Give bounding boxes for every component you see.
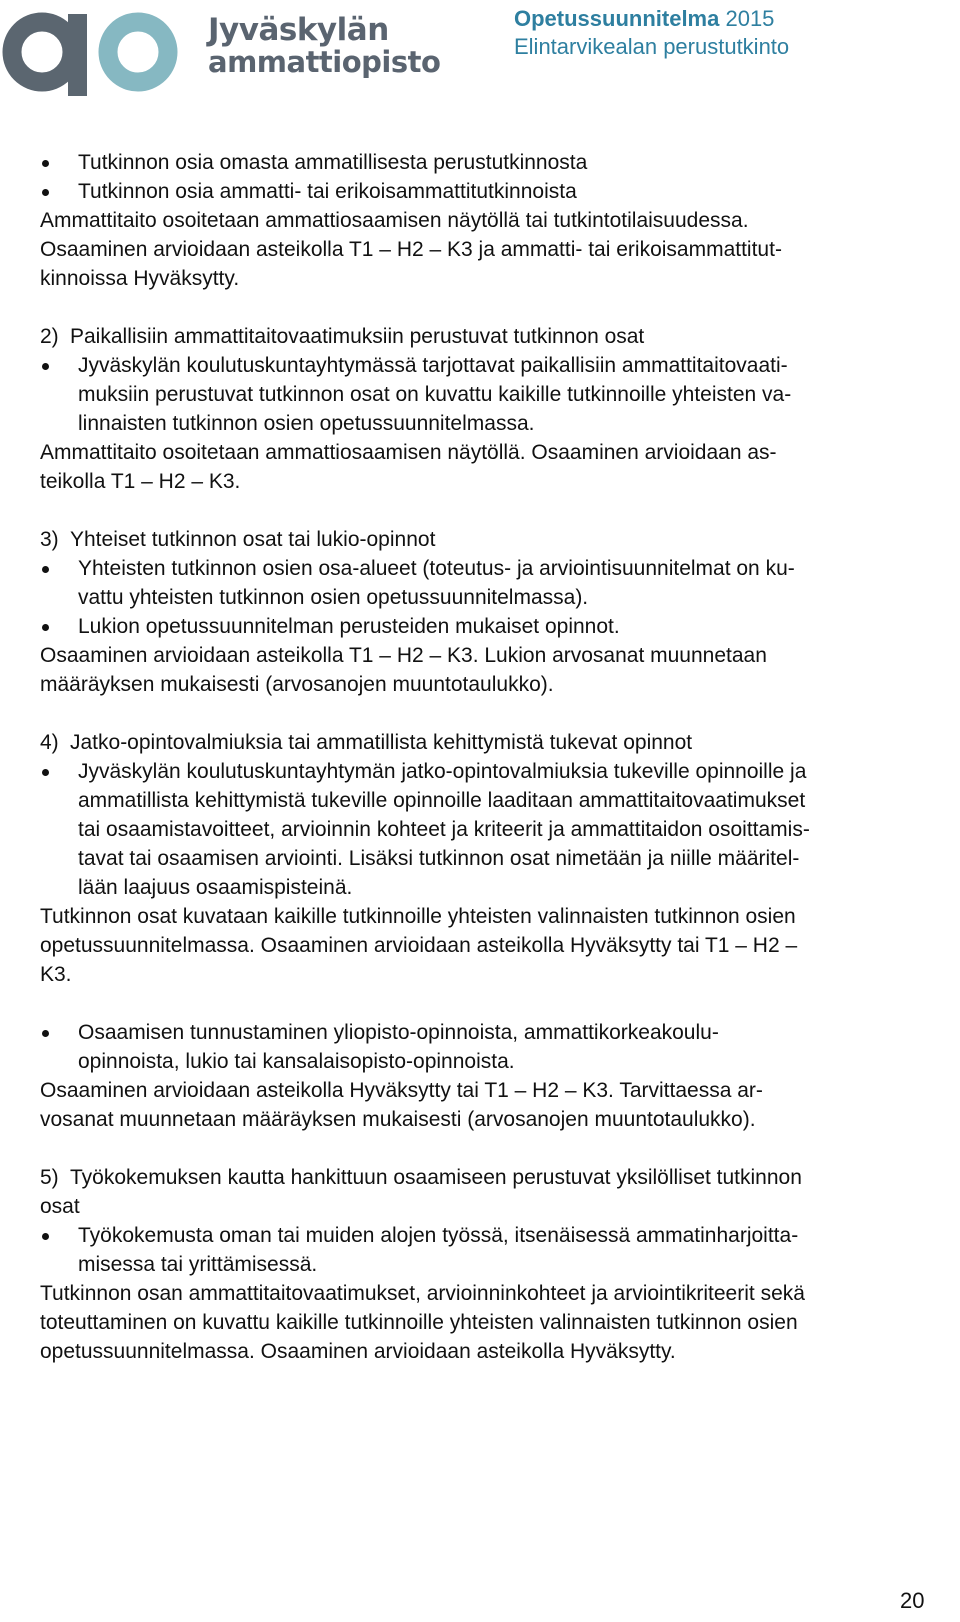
list-item: Tutkinnon osia ammatti- tai erikoisammattitutkinnoista bbox=[78, 180, 577, 203]
logo-text-line1: Jyväskylän bbox=[208, 12, 389, 48]
list-item: Yhteisten tutkinnon osien osa-alueet (toteutus- ja arviointisuunnitelmat on ku- vattu yhteisten tutkinnon osien opetussuunnitelmassa). bbox=[78, 557, 795, 609]
list-item: Lukion opetussuunnitelman perusteiden mukaiset opinnot. bbox=[78, 615, 620, 638]
document-title-bold: Opetussuunnitelma bbox=[514, 6, 720, 31]
page-number: 20 bbox=[900, 1588, 925, 1613]
list-item: Osaamisen tunnustaminen yliopisto-opinnoista, ammattikorkeakoulu- opinnoista, lukio tai kansalaisopisto-opinnoista. bbox=[78, 1021, 719, 1073]
paragraph-line: K3. bbox=[40, 963, 72, 986]
document-subtitle: Elintarvikealan perustutkinto bbox=[514, 34, 790, 59]
paragraph-line: kinnoissa Hyväksytty. bbox=[40, 267, 240, 290]
paragraph-line: teikolla T1 – H2 – K3. bbox=[40, 470, 241, 493]
paragraph-line: Osaaminen arvioidaan asteikolla T1 – H2 – K3. Lukion arvosanat muunnetaan bbox=[40, 644, 767, 667]
document-title-year: 2015 bbox=[719, 6, 775, 31]
document-title bbox=[514, 4, 774, 34]
paragraph-line: vosanat muunnetaan määräyksen mukaisesti (arvosanojen muuntotaulukko). bbox=[40, 1108, 756, 1131]
ao-logo-icon bbox=[0, 0, 200, 108]
list-item: Jyväskylän koulutuskuntayhtymän jatko-opintovalmiuksia tukeville opinnoille ja ammatillista kehittymistä tukeville opinnoille laaditaan ammattitaitovaatimukset tai osaamistavoitteet, arvioinnin kohteet ja kriteerit ja ammattitaidon osoittamis- tavat tai osaamisen arviointi. Lisäksi tutkinnon osat nimetään ja niille määritel- lään laajuus osaamispisteinä. bbox=[78, 760, 810, 899]
paragraph-line: toteuttaminen on kuvattu kaikille tutkinnoille yhteisten valinnaisten tutkinnon osien bbox=[40, 1311, 798, 1334]
section-heading-3: 3) Yhteiset tutkinnon osat tai lukio-opinnot bbox=[40, 528, 436, 551]
section-heading-2: 2) Paikallisiin ammattitaitovaatimuksiin perustuvat tutkinnon osat bbox=[40, 325, 645, 348]
document-body bbox=[40, 148, 935, 1366]
section-heading-5: 5) Työkokemuksen kautta hankittuun osaamiseen perustuvat yksilölliset tutkinnon bbox=[40, 1166, 802, 1189]
paragraph-line: Osaaminen arvioidaan asteikolla T1 – H2 – K3 ja ammatti- tai erikoisammattitut- bbox=[40, 238, 782, 261]
section-heading-4: 4) Jatko-opintovalmiuksia tai ammatillista kehittymistä tukevat opinnot bbox=[40, 731, 693, 754]
list-item: Tutkinnon osia omasta ammatillisesta perustutkinnosta bbox=[78, 151, 588, 174]
list-item: Työkokemusta oman tai muiden alojen työssä, itsenäisessä ammatinharjoitta- misessa tai yrittämisessä. bbox=[78, 1224, 799, 1276]
list-item: Jyväskylän koulutuskuntayhtymässä tarjottavat paikallisiin ammattitaitovaati- muksiin perustuvat tutkinnon osat on kuvattu kaikille tutkinnoille yhteisten va- linnaisten tutkinnon osien opetussuunnitelmassa. bbox=[78, 354, 792, 435]
paragraph-line: opetussuunnitelmassa. Osaaminen arvioidaan asteikolla Hyväksytty. bbox=[40, 1340, 676, 1363]
paragraph-line: Tutkinnon osat kuvataan kaikille tutkinnoille yhteisten valinnaisten tutkinnon osien bbox=[40, 905, 796, 928]
paragraph-line: Ammattitaito osoitetaan ammattiosaamisen näytöllä. Osaaminen arvioidaan as- bbox=[40, 441, 777, 464]
paragraph-line: opetussuunnitelmassa. Osaaminen arvioidaan asteikolla Hyväksytty tai T1 – H2 – bbox=[40, 934, 798, 957]
logo-text-line2: ammattiopisto bbox=[208, 45, 441, 79]
section-heading-5-continued: osat bbox=[40, 1195, 80, 1218]
logo bbox=[0, 0, 441, 108]
paragraph-line: määräyksen mukaisesti (arvosanojen muuntotaulukko). bbox=[40, 673, 554, 696]
paragraph-line: Tutkinnon osan ammattitaitovaatimukset, arvioinninkohteet ja arviointikriteerit sekä bbox=[40, 1282, 805, 1305]
paragraph-line: Ammattitaito osoitetaan ammattiosaamisen näytöllä tai tutkintotilaisuudessa. bbox=[40, 209, 749, 232]
paragraph-line: Osaaminen arvioidaan asteikolla Hyväksytty tai T1 – H2 – K3. Tarvittaessa ar- bbox=[40, 1079, 763, 1102]
